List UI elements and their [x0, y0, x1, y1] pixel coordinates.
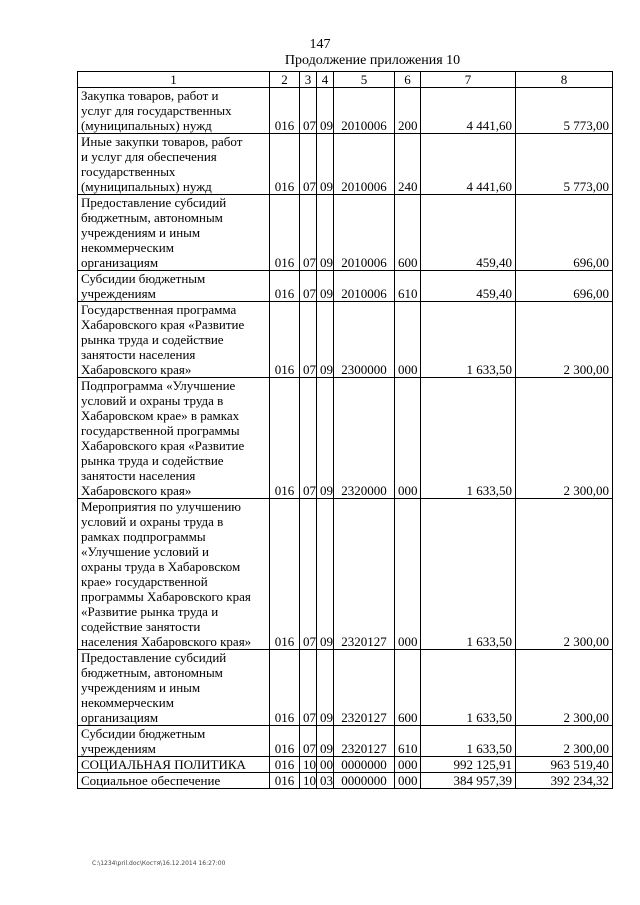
amount-col-8: 2 300,00 [516, 378, 613, 499]
row-name-line: СОЦИАЛЬНАЯ ПОЛИТИКА [81, 757, 246, 772]
row-name-line: государственных [81, 164, 176, 179]
header-col-2: 2 [270, 72, 300, 88]
ministry-code: 016 [270, 378, 300, 499]
section-code: 10 [300, 773, 317, 789]
row-name-line: и услуг для обеспечения [81, 149, 217, 164]
expense-type-code: 000 [395, 378, 421, 499]
table-row [78, 726, 613, 757]
amount-col-7: 384 957,39 [421, 773, 516, 789]
row-name-line: рамках подпрограммы [81, 529, 206, 544]
table-row [78, 195, 613, 271]
row-name [78, 271, 270, 302]
row-name [78, 726, 270, 757]
expense-type-code: 000 [395, 773, 421, 789]
row-name [78, 195, 270, 271]
row-name-line: населения Хабаровского края» [81, 634, 252, 649]
section-code: 07 [300, 499, 317, 650]
table-row [78, 650, 613, 726]
budget-table [77, 71, 613, 789]
row-name-line: программы Хабаровского края [81, 589, 251, 604]
row-name-line: некоммерческим [81, 695, 174, 710]
subsection-code: 09 [317, 499, 334, 650]
expense-type-code: 610 [395, 726, 421, 757]
target-article-code: 2300000 [334, 302, 395, 378]
amount-col-7: 1 633,50 [421, 726, 516, 757]
row-name-line: Хабаровском крае» в рамках [81, 408, 240, 423]
target-article-code: 2320000 [334, 378, 395, 499]
target-article-code: 2320127 [334, 726, 395, 757]
header-col-7: 7 [421, 72, 516, 88]
row-name [78, 773, 270, 789]
row-name-line: рынка труда и содействие [81, 332, 224, 347]
expense-type-code: 610 [395, 271, 421, 302]
row-name-line: Мероприятия по улучшению [81, 499, 241, 514]
row-name-line: содействие занятости [81, 619, 201, 634]
row-name-line: (муниципальных) нужд [81, 179, 212, 194]
row-name-line: Иные закупки товаров, работ [81, 134, 243, 149]
row-name-line: бюджетным, автономным [81, 210, 223, 225]
row-name-line: занятости населения [81, 347, 196, 362]
section-code: 07 [300, 195, 317, 271]
ministry-code: 016 [270, 726, 300, 757]
row-name-line: «Улучшение условий и [81, 544, 209, 559]
target-article-code: 2320127 [334, 499, 395, 650]
amount-col-8: 2 300,00 [516, 499, 613, 650]
header-col-5: 5 [334, 72, 395, 88]
target-article-code: 2010006 [334, 88, 395, 134]
row-name-line: Предоставление субсидий [81, 650, 227, 665]
row-name-line: некоммерческим [81, 240, 174, 255]
table-row [78, 773, 613, 789]
expense-type-code: 600 [395, 195, 421, 271]
row-name [78, 378, 270, 499]
section-code: 07 [300, 88, 317, 134]
amount-col-8: 5 773,00 [516, 88, 613, 134]
amount-col-7: 1 633,50 [421, 378, 516, 499]
row-name-line: Субсидии бюджетным [81, 271, 206, 286]
expense-type-code: 240 [395, 134, 421, 195]
target-article-code: 2010006 [334, 134, 395, 195]
amount-col-8: 2 300,00 [516, 726, 613, 757]
amount-col-8: 696,00 [516, 195, 613, 271]
row-name [78, 302, 270, 378]
subsection-code: 00 [317, 757, 334, 773]
table-row [78, 134, 613, 195]
header-row [78, 72, 613, 88]
row-name-line: бюджетным, автономным [81, 665, 223, 680]
section-code: 07 [300, 302, 317, 378]
ministry-code: 016 [270, 773, 300, 789]
target-article-code: 0000000 [334, 773, 395, 789]
expense-type-code: 000 [395, 757, 421, 773]
row-name-line: услуг для государственных [81, 103, 232, 118]
row-name-line: Предоставление субсидий [81, 195, 227, 210]
row-name-line: организациям [81, 710, 159, 725]
target-article-code: 2010006 [334, 271, 395, 302]
amount-col-7: 459,40 [421, 195, 516, 271]
amount-col-8: 696,00 [516, 271, 613, 302]
table-row [78, 88, 613, 134]
header-col-6: 6 [395, 72, 421, 88]
expense-type-code: 000 [395, 302, 421, 378]
subsection-code: 09 [317, 650, 334, 726]
target-article-code: 2320127 [334, 650, 395, 726]
row-name [78, 499, 270, 650]
row-name-line: условий и охраны труда в [81, 514, 224, 529]
row-name-line: учреждениям [81, 741, 156, 756]
header-col-4: 4 [317, 72, 334, 88]
table-body [78, 88, 613, 789]
ministry-code: 016 [270, 499, 300, 650]
row-name-line: условий и охраны труда в [81, 393, 224, 408]
table-row [78, 378, 613, 499]
row-name-line: «Развитие рынка труда и [81, 604, 219, 619]
row-name-line: Хабаровского края» [81, 362, 192, 377]
row-name-line: учреждениям и иным [81, 225, 201, 240]
section-code: 07 [300, 134, 317, 195]
subsection-code: 09 [317, 271, 334, 302]
target-article-code: 2010006 [334, 195, 395, 271]
ministry-code: 016 [270, 650, 300, 726]
row-name-line: рынка труда и содействие [81, 453, 224, 468]
row-name-line: учреждениям [81, 286, 156, 301]
amount-col-8: 5 773,00 [516, 134, 613, 195]
amount-col-7: 1 633,50 [421, 650, 516, 726]
ministry-code: 016 [270, 134, 300, 195]
row-name-line: Государственная программа [81, 302, 237, 317]
row-name-line: (муниципальных) нужд [81, 118, 212, 133]
section-code: 07 [300, 726, 317, 757]
subsection-code: 09 [317, 726, 334, 757]
row-name-line: Подпрограмма «Улучшение [81, 378, 236, 393]
section-code: 07 [300, 271, 317, 302]
header-col-3: 3 [300, 72, 317, 88]
subsection-code: 09 [317, 134, 334, 195]
header-col-8: 8 [516, 72, 613, 88]
ministry-code: 016 [270, 302, 300, 378]
subsection-code: 09 [317, 378, 334, 499]
target-article-code: 0000000 [334, 757, 395, 773]
row-name-line: государственной программы [81, 423, 240, 438]
row-name-line: учреждениям и иным [81, 680, 201, 695]
section-code: 10 [300, 757, 317, 773]
row-name [78, 650, 270, 726]
subsection-code: 03 [317, 773, 334, 789]
row-name [78, 134, 270, 195]
amount-col-8: 392 234,32 [516, 773, 613, 789]
row-name [78, 88, 270, 134]
row-name-line: охраны труда в Хабаровском [81, 559, 241, 574]
amount-col-8: 2 300,00 [516, 650, 613, 726]
ministry-code: 016 [270, 88, 300, 134]
row-name-line: Субсидии бюджетным [81, 726, 206, 741]
section-code: 07 [300, 650, 317, 726]
row-name-line: Социальное обеспечение [81, 773, 221, 788]
file-path-footer: C:\1234\pril.doc\Костя\16.12.2014 16:27:00 [92, 860, 226, 867]
row-name-line: Закупка товаров, работ и [81, 88, 219, 103]
appendix-continuation-title: Продолжение приложения 10 [284, 53, 461, 68]
row-name-line: Хабаровского края «Развитие [81, 438, 245, 453]
table-row [78, 271, 613, 302]
amount-col-7: 4 441,60 [421, 134, 516, 195]
row-name-line: Хабаровского края «Развитие [81, 317, 245, 332]
amount-col-8: 2 300,00 [516, 302, 613, 378]
table-row [78, 757, 613, 773]
row-name-line: Хабаровского края» [81, 483, 192, 498]
amount-col-7: 992 125,91 [421, 757, 516, 773]
ministry-code: 016 [270, 271, 300, 302]
row-name-line: занятости населения [81, 468, 196, 483]
ministry-code: 016 [270, 757, 300, 773]
row-name-line: организациям [81, 255, 159, 270]
amount-col-7: 459,40 [421, 271, 516, 302]
subsection-code: 09 [317, 88, 334, 134]
expense-type-code: 000 [395, 499, 421, 650]
expense-type-code: 200 [395, 88, 421, 134]
amount-col-8: 963 519,40 [516, 757, 613, 773]
ministry-code: 016 [270, 195, 300, 271]
table-row [78, 499, 613, 650]
row-name-line: крае» государственной [81, 574, 208, 589]
amount-col-7: 4 441,60 [421, 88, 516, 134]
section-code: 07 [300, 378, 317, 499]
amount-col-7: 1 633,50 [421, 302, 516, 378]
amount-col-7: 1 633,50 [421, 499, 516, 650]
subsection-code: 09 [317, 302, 334, 378]
table-row [78, 302, 613, 378]
subsection-code: 09 [317, 195, 334, 271]
header-col-1: 1 [78, 72, 270, 88]
row-name [78, 757, 270, 773]
expense-type-code: 600 [395, 650, 421, 726]
page-number: 147 [309, 37, 331, 52]
